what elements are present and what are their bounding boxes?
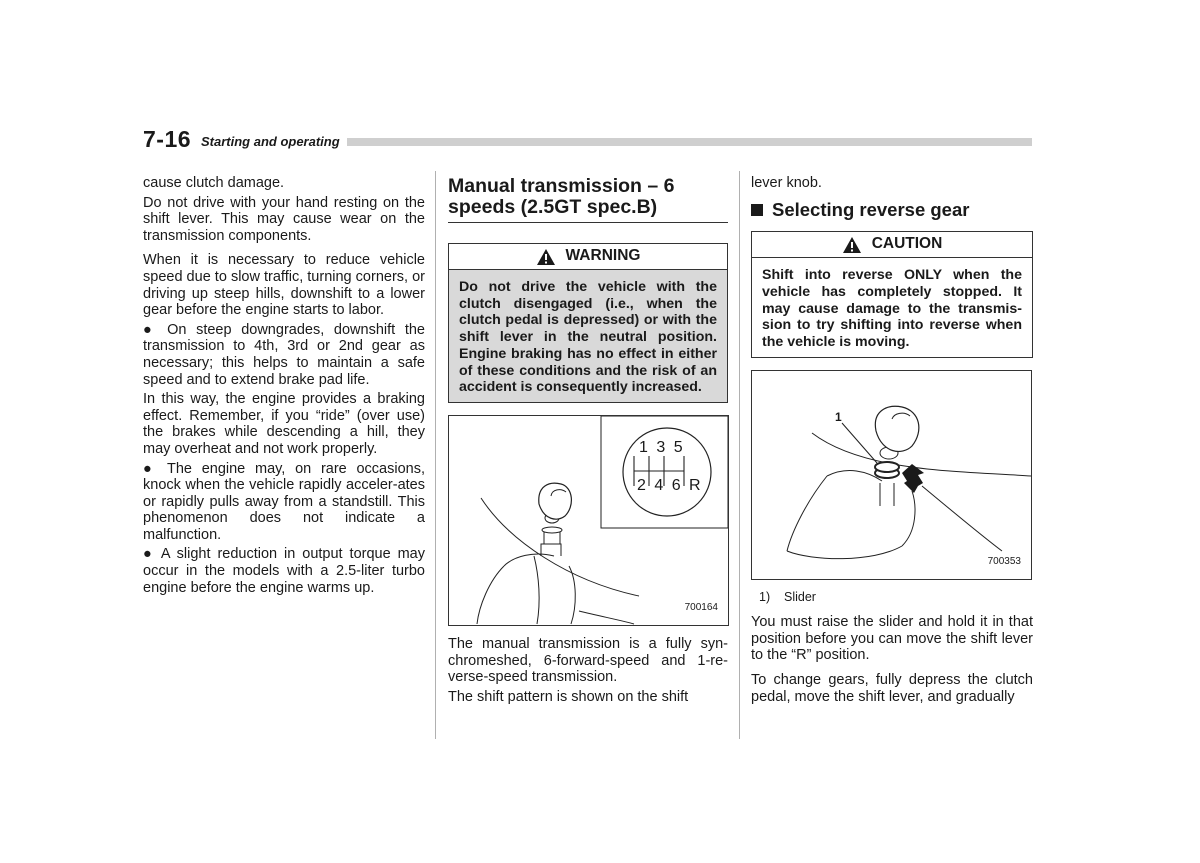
figure-code: 700353 [987,556,1021,568]
subsection-heading-text: Selecting reverse gear [772,198,970,220]
figure-code: 700164 [684,602,718,614]
page-number: 7-16 [143,126,192,152]
paragraph: The shift pattern is shown on the shift [448,688,689,705]
callout-1: 1 [835,409,842,424]
shift-knob-figure [448,415,729,626]
paragraph: Do not drive with your hand resting on the shift lever. This may cause wear on the transmission components. [143,194,425,244]
warning-triangle-icon [842,236,862,254]
heading-square-bullet-icon [751,204,763,216]
warning-label: WARNING [565,247,641,265]
slider-figure [751,370,1032,580]
paragraph: lever knob. [751,175,822,191]
warning-triangle-icon [536,248,556,266]
caution-header [752,232,1032,258]
bullet-item: ● A slight reduction in output torque may occur in the models with a 2.5-liter turbo engine before the engine warms up. [143,546,425,596]
warning-header [449,244,727,270]
figure-caption: 1) Slider [759,589,816,604]
paragraph: To change gears, fully depress the clutch pedal, move the shift lever, and gradually [751,672,1033,705]
paragraph: In this way, the engine provides a braking effect. Remember, if you “ride” (over use) the brakes while descending a hill, they may overheat and not work properly. [143,391,425,457]
bullet-item: ● On steep downgrades, downshift the transmission to 4th, 3rd or 2nd gear as necessary; this helps to maintain a safe speed and to extend brake pad life. [143,321,425,388]
column-middle [448,172,728,708]
warning-box [448,243,728,403]
caution-label: CAUTION [871,235,943,253]
column-left [143,175,425,599]
column-right [751,175,1033,708]
column-divider [435,171,436,739]
section-heading: Manual transmission – 6 speeds (2.5GT spec.B) [448,175,675,218]
section-title: Starting and operating [201,134,340,149]
paragraph: You must raise the slider and hold it in that position before you can move the shift lever to the “R” position. [751,614,1033,664]
caution-text: Shift into reverse ONLY when the vehicle has completely stopped. It may cause damage to the transmis-sion to try shifting into reverse when the vehicle is moving. [752,258,1032,357]
column-divider [739,171,740,739]
paragraph: When it is necessary to reduce vehicle speed due to slow traffic, turning corners, or driving up steep hills, downshift to a lower gear before the engine starts to labor. [143,252,425,319]
subsection-heading [751,198,1033,220]
warning-text: Do not drive the vehicle with the clutch disengaged (i.e., when the clutch pedal is depressed) or with the shift lever in the neutral position. Engine braking has no effect in either of these conditions and the risk of an accident is consequently increased. [449,270,727,402]
caution-box [751,231,1033,358]
paragraph: cause clutch damage. [143,175,285,191]
shift-lever-illustration [449,416,728,625]
heading-rule [448,222,728,223]
reverse-slider-illustration [752,371,1031,579]
pattern-top-label: 1 3 5 [639,438,685,456]
pattern-bottom-label: 2 4 6 R [637,476,703,494]
bullet-item: ● The engine may, on rare occasions, knock when the vehicle rapidly acceler-ates or rapidly pulls away from a standstill. This phenomenon does not indicate a malfunction. [143,460,425,543]
paragraph: The manual transmission is a fully syn-chromeshed, 6-forward-speed and 1-re-verse-speed transmission. [448,635,728,686]
